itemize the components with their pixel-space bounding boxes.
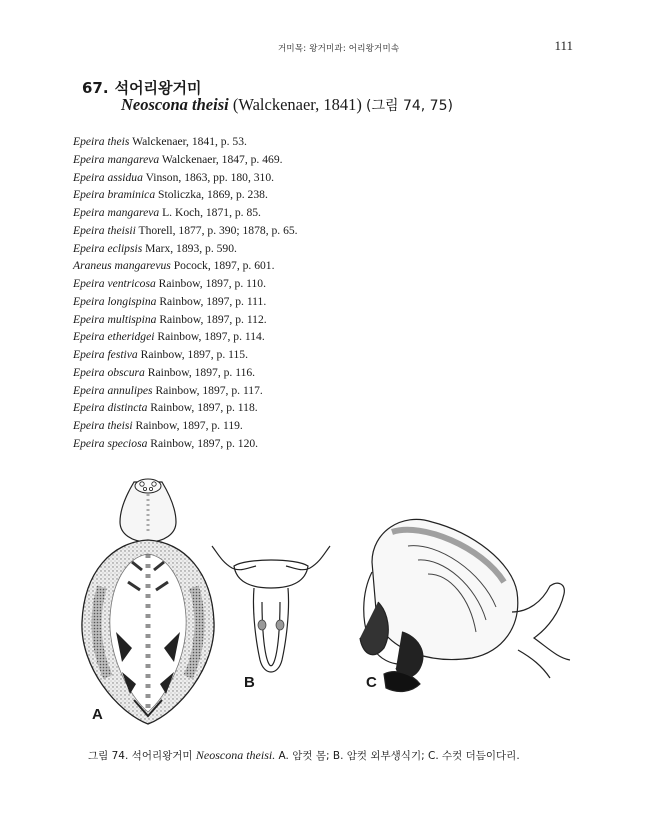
- synonym-entry: [73, 222, 298, 240]
- species-authority: (Walckenaer, 1841): [232, 95, 362, 114]
- synonym-entry: [73, 382, 298, 400]
- synonym-entry: [73, 328, 298, 346]
- running-header: 거미목: 왕거미과: 어리왕거미속: [278, 44, 400, 54]
- synonym-entry: [73, 240, 298, 258]
- synonym-entry: [73, 435, 298, 453]
- synonym-name: Epeira obscura: [73, 365, 145, 379]
- synonym-entry: [73, 133, 298, 151]
- synonym-citation: Vinson, 1863, pp. 180, 310.: [145, 170, 275, 184]
- synonym-name: Epeira mangareva: [73, 206, 160, 219]
- synonym-name: Epeira distincta: [73, 401, 148, 415]
- synonym-entry: [73, 346, 298, 364]
- panel-label-c: C: [366, 674, 377, 691]
- synonym-citation: Walckenaer, 1847, p. 469.: [161, 152, 283, 166]
- figure-74: [72, 462, 584, 728]
- species-number: 67.: [82, 79, 109, 97]
- synonym-citation: Rainbow, 1897, p. 116.: [147, 365, 256, 379]
- synonym-citation: Rainbow, 1897, p. 120.: [150, 436, 259, 450]
- synonym-name: Epeira eclipsis: [73, 241, 143, 255]
- synonym-citation: Rainbow, 1897, p. 111.: [159, 294, 267, 308]
- panel-b-epigynum: [212, 546, 330, 672]
- panel-a-female-body: [82, 479, 214, 724]
- species-scientific-line: [121, 95, 453, 115]
- synonym-entry: [73, 151, 298, 169]
- species-scientific-name: Neoscona theisi: [121, 95, 229, 114]
- caption-korean-name: 석어리왕거미: [131, 750, 193, 762]
- caption-scientific-name: Neoscona theisi.: [195, 748, 276, 762]
- synonym-name: Epeira annulipes: [73, 383, 153, 397]
- synonym-citation: Rainbow, 1897, p. 114.: [157, 330, 265, 344]
- synonym-entry: [73, 417, 298, 435]
- figure-caption: [88, 748, 520, 763]
- caption-panel-a: A. 암컷 몸;: [278, 750, 330, 762]
- synonym-entry: [73, 257, 298, 275]
- synonym-citation: Rainbow, 1897, p. 110.: [158, 277, 266, 290]
- species-korean-name: 석어리왕거미: [114, 79, 202, 97]
- panel-c-male-palp: [360, 519, 570, 691]
- species-figure-ref: (그림 74, 75): [366, 98, 453, 114]
- panel-label-b: B: [244, 674, 255, 691]
- synonym-entry: [73, 275, 298, 293]
- synonym-entry: [73, 364, 298, 382]
- synonym-entry: [73, 311, 298, 329]
- caption-panel-b: B. 암컷 외부생식기;: [332, 750, 425, 762]
- synonym-entry: [73, 204, 298, 222]
- synonym-name: Araneus mangarevus: [73, 259, 171, 273]
- synonym-name: Epeira theisii: [73, 223, 136, 237]
- synonym-name: Epeira theis: [73, 135, 130, 148]
- synonym-name: Epeira ventricosa: [73, 277, 156, 290]
- synonym-citation: Marx, 1893, p. 590.: [145, 241, 237, 255]
- synonym-entry: [73, 169, 298, 187]
- panel-label-a: A: [92, 706, 103, 723]
- figure-illustration: [72, 462, 584, 728]
- synonym-citation: Rainbow, 1897, p. 118.: [150, 401, 258, 415]
- synonym-citation: Rainbow, 1897, p. 112.: [159, 312, 267, 326]
- synonym-citation: Stoliczka, 1869, p. 238.: [158, 188, 268, 202]
- synonym-entry: [73, 186, 298, 204]
- synonym-citation: Rainbow, 1897, p. 119.: [135, 419, 243, 432]
- synonym-entry: [73, 399, 298, 417]
- synonym-name: Epeira mangareva: [73, 152, 160, 166]
- caption-label: 그림 74.: [88, 750, 129, 762]
- synonym-citation: Pocock, 1897, p. 601.: [173, 259, 275, 273]
- page-number: 111: [554, 38, 573, 53]
- caption-panel-c: C. 수컷 더듬이다리.: [427, 750, 520, 762]
- synonym-name: Epeira multispina: [73, 312, 157, 326]
- synonymy-list: [73, 133, 298, 453]
- synonym-entry: [73, 293, 298, 311]
- synonym-citation: Rainbow, 1897, p. 117.: [155, 383, 263, 397]
- synonym-citation: Thorell, 1877, p. 390; 1878, p. 65.: [138, 223, 298, 237]
- synonym-citation: L. Koch, 1871, p. 85.: [162, 206, 261, 219]
- synonym-citation: Walckenaer, 1841, p. 53.: [132, 135, 247, 148]
- synonym-name: Epeira etheridgei: [73, 330, 155, 344]
- synonym-name: Epeira speciosa: [73, 436, 148, 450]
- synonym-name: Epeira festiva: [73, 348, 138, 361]
- synonym-name: Epeira assidua: [73, 170, 143, 184]
- synonym-citation: Rainbow, 1897, p. 115.: [140, 348, 248, 361]
- synonym-name: Epeira longispina: [73, 294, 157, 308]
- synonym-name: Epeira braminica: [73, 188, 156, 202]
- synonym-name: Epeira theisi: [73, 419, 133, 432]
